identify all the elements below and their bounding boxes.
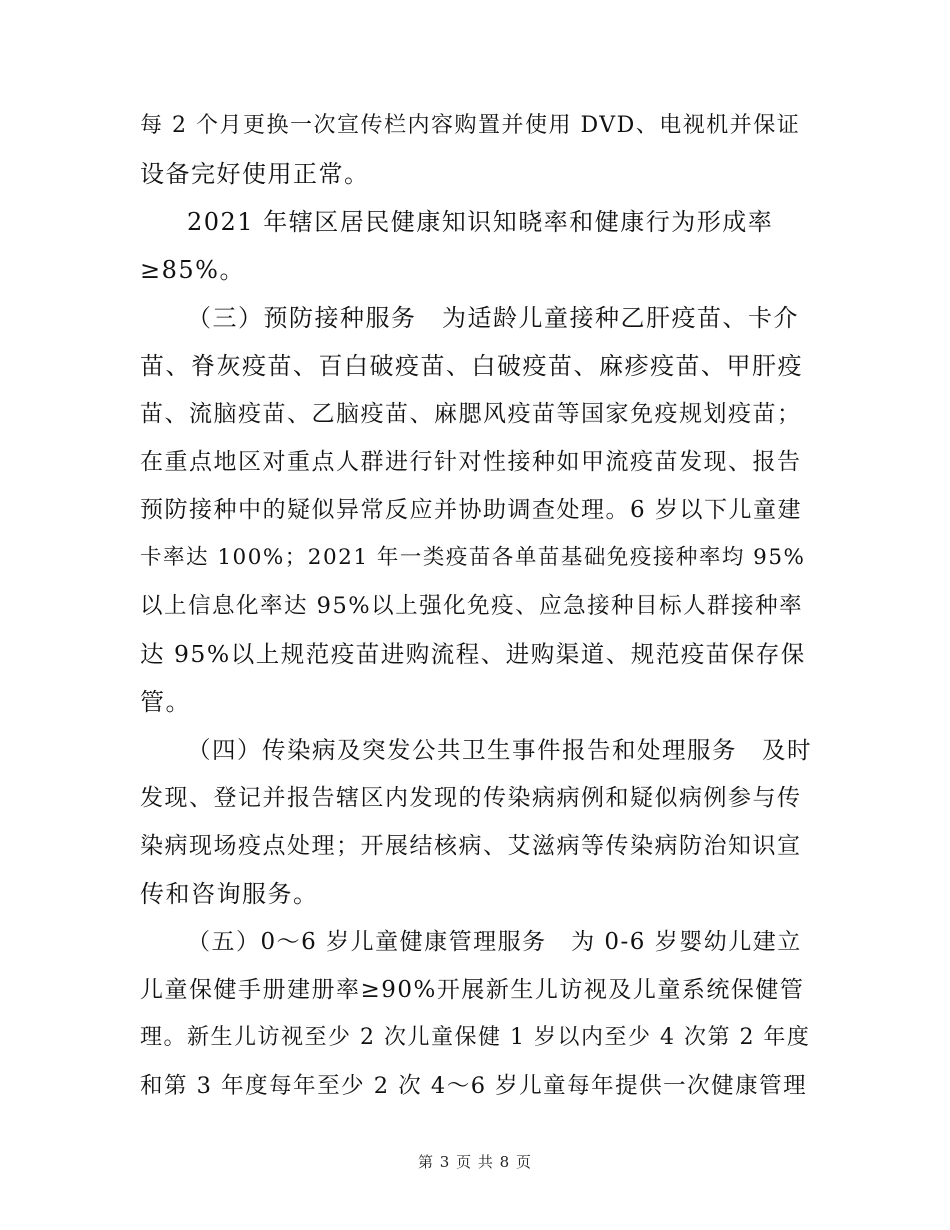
text-line: 设备完好使用正常。: [140, 160, 370, 188]
text-line: （四）传染病及突发公共卫生事件报告和处理服务 及时: [187, 736, 812, 764]
text-line: 在重点地区对重点人群进行针对性接种如甲流疫苗发现、报告: [140, 449, 802, 475]
page-number-footer: 第 3 页 共 8 页: [418, 1153, 532, 1171]
text-line: 理。新生儿访视至少 2 次儿童保健 1 岁以内至少 4 次第 2 年度: [140, 1025, 811, 1050]
text-line: 染病现场疫点处理；开展结核病、艾滋病等传染病防治知识宣: [140, 833, 802, 859]
text-line: ≥85%。: [140, 256, 245, 284]
text-line: 2021 年辖区居民健康知识知晓率和健康行为形成率: [187, 208, 774, 236]
text-line: （五）0～6 岁儿童健康管理服务 为 0-6 岁婴幼儿建立: [187, 929, 802, 955]
text-line: 传和咨询服务。: [140, 880, 319, 908]
text-line: 和第 3 年度每年至少 2 次 4～6 岁儿童每年提供一次健康管理: [140, 1073, 808, 1099]
text-line: 发现、登记并报告辖区内发现的传染病病例和疑似病例参与传: [140, 785, 802, 811]
text-line: 管。: [140, 688, 191, 716]
text-line: （三）预防接种服务 为适龄儿童接种乙肝疫苗、卡介: [187, 304, 799, 332]
text-line: 苗、流脑疫苗、乙脑疫苗、麻腮风疫苗等国家免疫规划疫苗；: [140, 401, 802, 427]
text-line: 每 2 个月更换一次宣传栏内容购置并使用 DVD、电视机并保证: [140, 113, 801, 138]
text-line: 达 95%以上规范疫苗进购流程、进购渠道、规范疫苗保存保: [140, 640, 806, 668]
text-line: 苗、脊灰疫苗、百白破疫苗、白破疫苗、麻疹疫苗、甲肝疫: [140, 352, 803, 380]
text-line: 以上信息化率达 95%以上强化免疫、应急接种目标人群接种率: [140, 593, 804, 619]
text-line: 儿童保健手册建册率≥90%开展新生儿访视及儿童系统保健管: [140, 977, 805, 1003]
text-line: 预防接种中的疑似异常反应并协助调查处理。6 岁以下儿童建: [140, 497, 802, 523]
text-line: 卡率达 100%；2021 年一类疫苗各单苗基础免疫接种率均 95%: [140, 545, 806, 570]
